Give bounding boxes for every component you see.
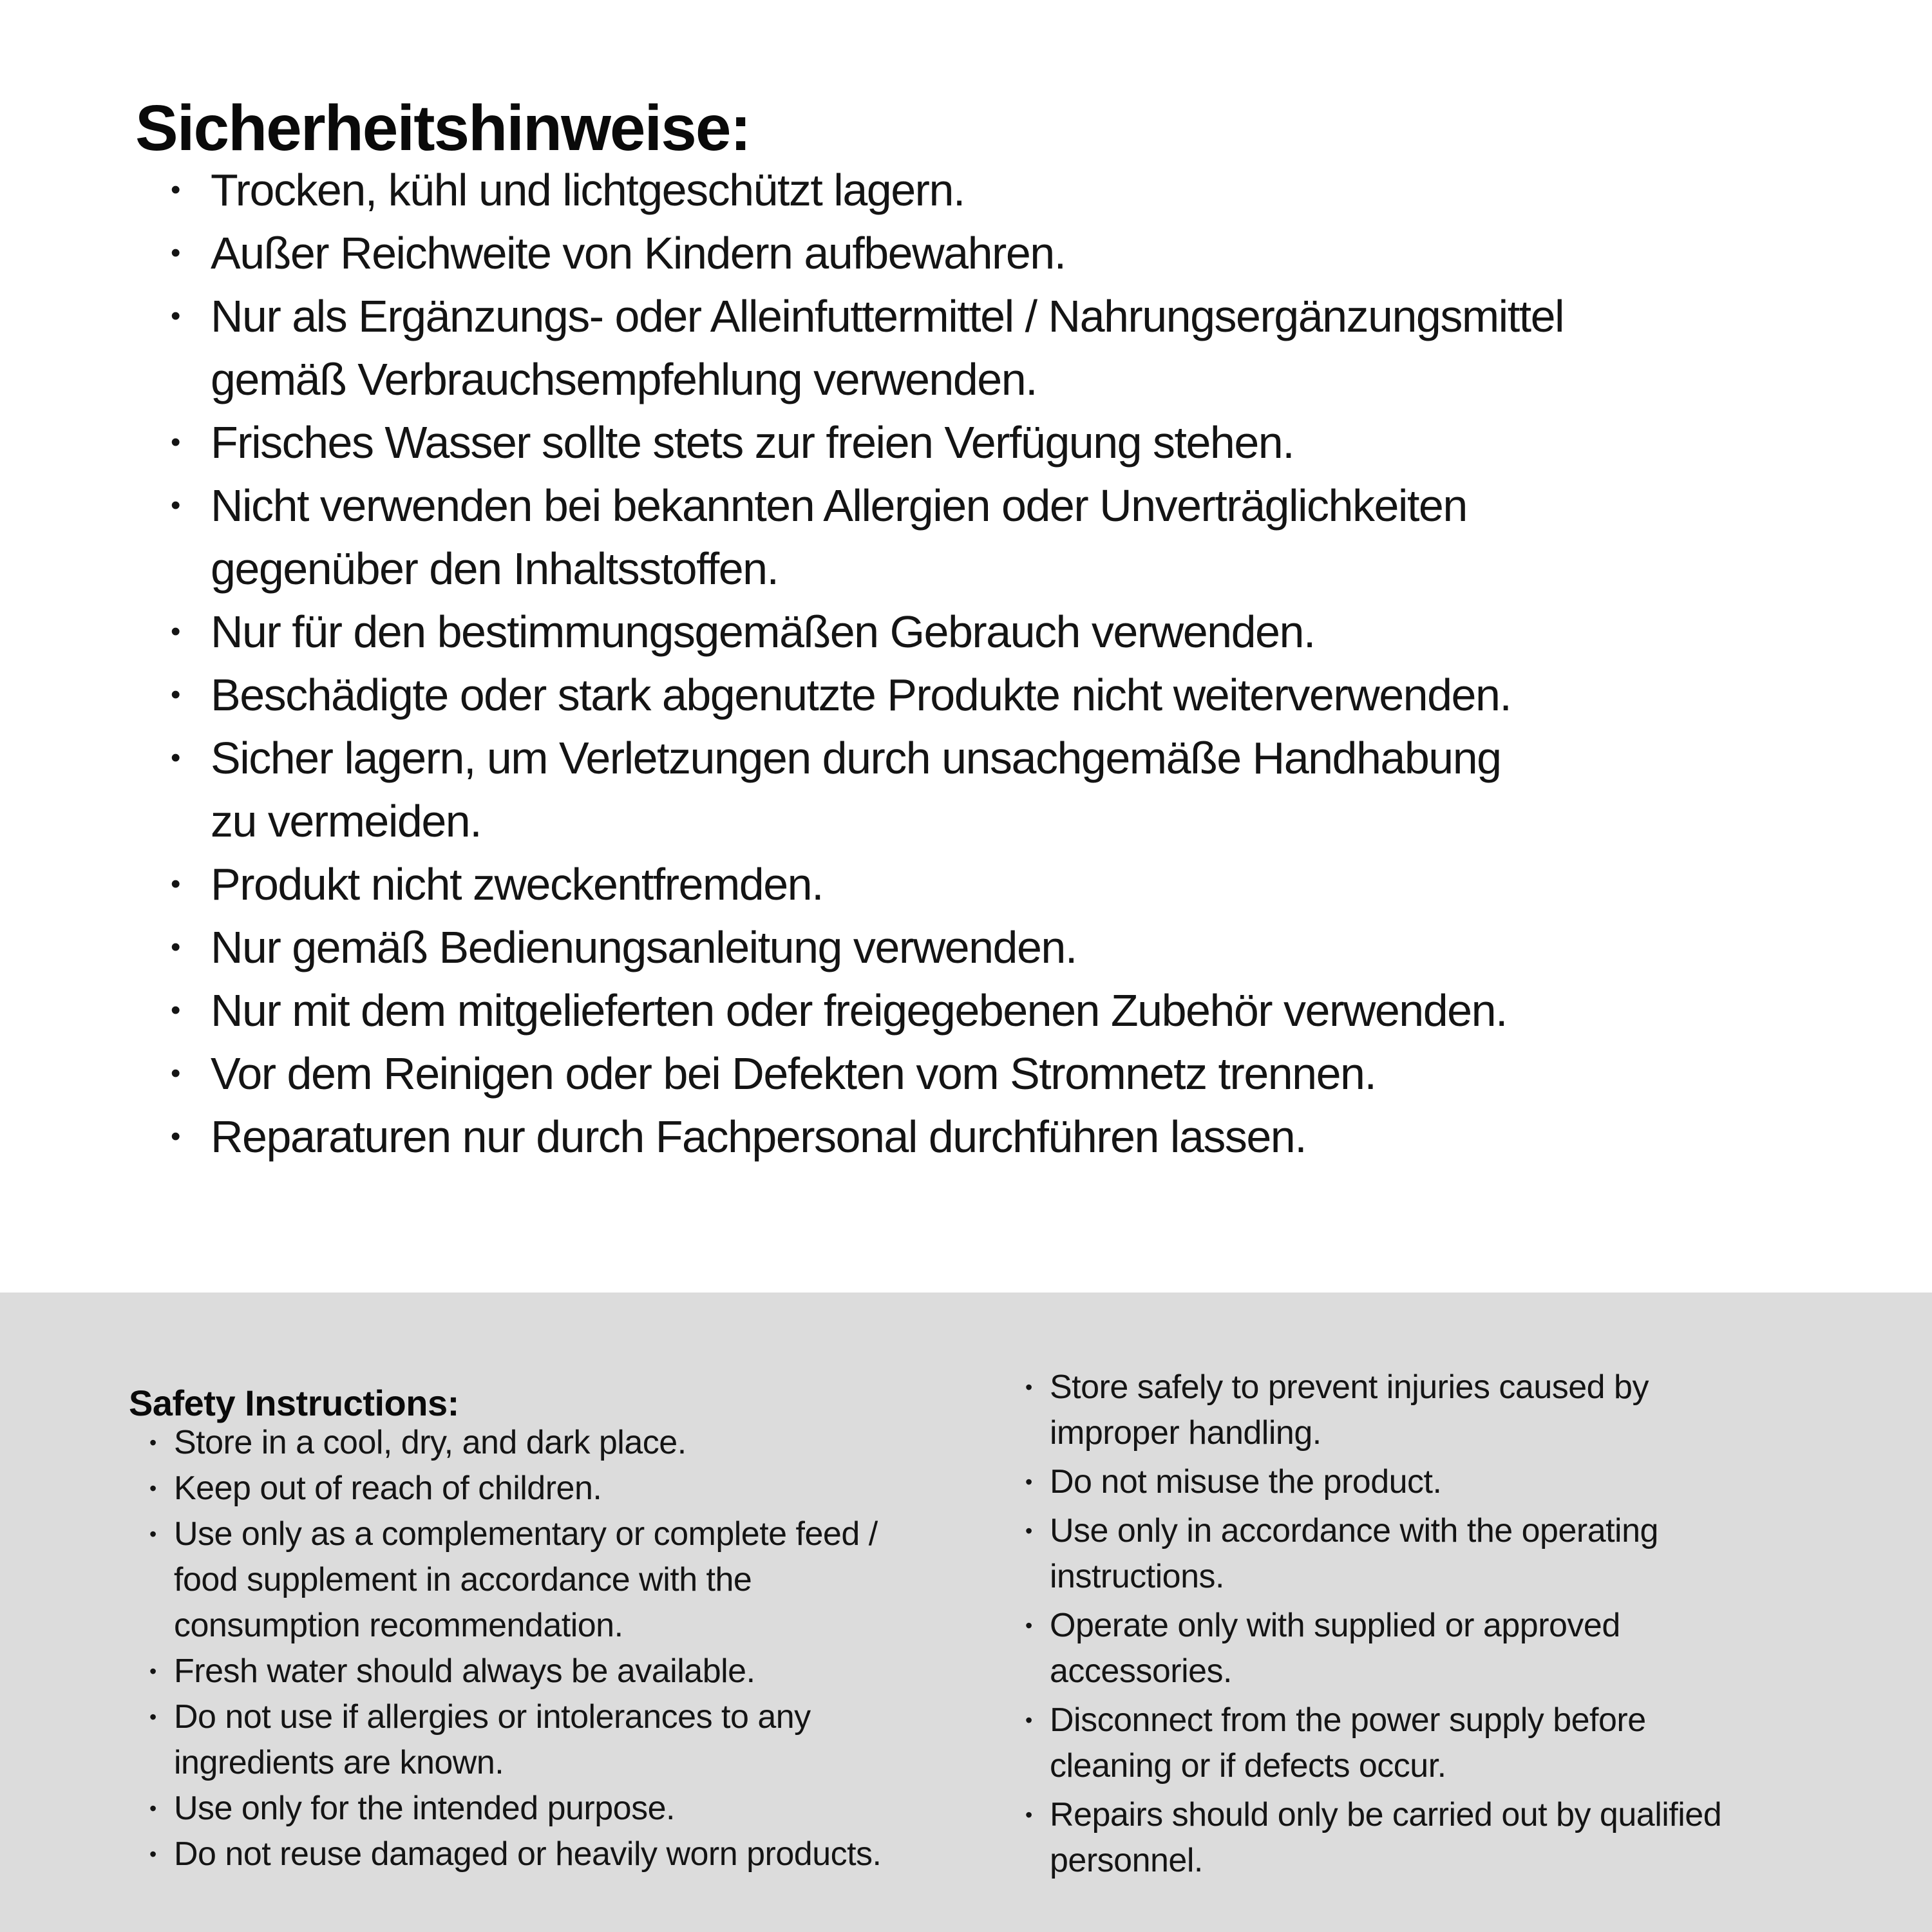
bullet-icon: • <box>171 679 180 710</box>
bullet-icon: • <box>171 300 180 332</box>
list-item <box>149 1832 998 1877</box>
bullet-icon: • <box>149 1660 156 1683</box>
bullet-icon: • <box>1025 1376 1032 1399</box>
text-line: Nur als Ergänzungs- oder Alleinfuttermittel / Nahrungsergänzungsmittel <box>211 291 1564 341</box>
list-item-text <box>211 663 1879 726</box>
text-line: Nur mit dem mitgelieferten oder freigegebenen Zubehör verwenden. <box>211 985 1507 1036</box>
text-line: Frisches Wasser sollte stets zur freien Verfügung stehen. <box>211 417 1294 468</box>
text-line: ingredients are known. <box>174 1744 504 1781</box>
text-line: Außer Reichweite von Kindern aufbewahren. <box>211 228 1066 278</box>
list-item-text <box>211 222 1879 285</box>
bullet-icon: • <box>171 1057 180 1089</box>
english-right-column-list <box>1025 1365 1906 1887</box>
list-item-text <box>211 916 1879 979</box>
text-line: Disconnect from the power supply before <box>1050 1701 1646 1739</box>
text-line: Produkt nicht zweckentfremden. <box>211 859 824 909</box>
text-line: personnel. <box>1050 1842 1203 1879</box>
list-item <box>171 222 1879 285</box>
text-line: Vor dem Reinigen oder bei Defekten vom Stromnetz trennen. <box>211 1048 1376 1099</box>
bullet-icon: • <box>171 868 180 900</box>
text-line: Sicher lagern, um Verletzungen durch unsachgemäße Handhabung <box>211 733 1501 783</box>
text-line: Keep out of reach of children. <box>174 1470 602 1507</box>
list-item <box>149 1649 998 1694</box>
list-item <box>149 1420 998 1466</box>
text-line: Store safely to prevent injuries caused by <box>1050 1368 1649 1406</box>
list-item <box>171 1105 1879 1168</box>
text-line: Do not use if allergies or intolerances to any <box>174 1698 811 1736</box>
list-item <box>171 285 1879 411</box>
bullet-icon: • <box>149 1522 156 1546</box>
list-item-text <box>1050 1603 1906 1694</box>
bullet-icon: • <box>1025 1519 1032 1542</box>
list-item-text <box>211 600 1879 663</box>
bullet-icon: • <box>171 174 180 205</box>
english-left-column-list <box>149 1420 998 1877</box>
list-item-text <box>211 1105 1879 1168</box>
text-line: Beschädigte oder stark abgenutzte Produkte nicht weiterverwenden. <box>211 670 1511 720</box>
bullet-icon: • <box>1025 1709 1032 1732</box>
list-item-text <box>211 158 1879 222</box>
list-item <box>149 1466 998 1511</box>
list-item-text <box>174 1786 998 1832</box>
list-item <box>171 411 1879 474</box>
list-item <box>1025 1365 1906 1456</box>
bullet-icon: • <box>171 742 180 773</box>
list-item <box>171 916 1879 979</box>
list-item <box>1025 1792 1906 1884</box>
bullet-icon: • <box>171 489 180 521</box>
list-item-text <box>211 726 1879 853</box>
text-line: Repairs should only be carried out by qualified <box>1050 1796 1722 1833</box>
text-line: zu vermeiden. <box>211 796 482 846</box>
text-line: improper handling. <box>1050 1414 1321 1452</box>
text-line: accessories. <box>1050 1653 1232 1690</box>
text-line: Use only as a complementary or complete feed / <box>174 1515 878 1553</box>
list-item-text <box>211 1042 1879 1105</box>
list-item-text <box>1050 1365 1906 1456</box>
bullet-icon: • <box>149 1797 156 1820</box>
text-line: Use only in accordance with the operating <box>1050 1512 1658 1549</box>
text-line: cleaning or if defects occur. <box>1050 1747 1446 1785</box>
bullet-icon: • <box>171 1121 180 1152</box>
list-item-text <box>174 1694 998 1786</box>
text-line: consumption recommendation. <box>174 1607 623 1644</box>
list-item-text <box>174 1420 998 1466</box>
bullet-icon: • <box>171 616 180 647</box>
bullet-icon: • <box>171 426 180 458</box>
list-item <box>171 600 1879 663</box>
bullet-icon: • <box>149 1477 156 1500</box>
list-item-text <box>211 979 1879 1042</box>
list-item <box>171 158 1879 222</box>
list-item-text <box>174 1832 998 1877</box>
bullet-icon: • <box>171 994 180 1026</box>
list-item <box>149 1786 998 1832</box>
list-item <box>171 979 1879 1042</box>
list-item <box>171 663 1879 726</box>
german-title: Sicherheitshinweise: <box>135 92 750 164</box>
list-item <box>171 726 1879 853</box>
english-section <box>0 1293 1932 1932</box>
list-item <box>171 1042 1879 1105</box>
german-bullet-list <box>171 158 1879 1168</box>
list-item <box>149 1511 998 1649</box>
text-line: Use only for the intended purpose. <box>174 1790 675 1827</box>
list-item <box>149 1694 998 1786</box>
text-line: Do not misuse the product. <box>1050 1463 1442 1501</box>
list-item <box>1025 1698 1906 1789</box>
list-item <box>1025 1459 1906 1505</box>
list-item-text <box>174 1649 998 1694</box>
bullet-icon: • <box>149 1842 156 1866</box>
list-item-text <box>174 1511 998 1649</box>
text-line: gegenüber den Inhaltsstoffen. <box>211 544 779 594</box>
text-line: Do not reuse damaged or heavily worn products. <box>174 1835 882 1873</box>
list-item <box>1025 1603 1906 1694</box>
text-line: Store in a cool, dry, and dark place. <box>174 1424 687 1461</box>
list-item-text <box>1050 1508 1906 1600</box>
bullet-icon: • <box>1025 1803 1032 1826</box>
text-line: instructions. <box>1050 1558 1224 1595</box>
list-item <box>171 853 1879 916</box>
list-item <box>1025 1508 1906 1600</box>
bullet-icon: • <box>1025 1614 1032 1637</box>
list-item-text <box>211 411 1879 474</box>
text-line: Fresh water should always be available. <box>174 1653 755 1690</box>
list-item <box>171 474 1879 600</box>
list-item-text <box>211 853 1879 916</box>
list-item-text <box>1050 1698 1906 1789</box>
bullet-icon: • <box>149 1431 156 1454</box>
list-item-text <box>174 1466 998 1511</box>
list-item-text <box>1050 1459 1906 1505</box>
text-line: Trocken, kühl und lichtgeschützt lagern. <box>211 165 965 215</box>
list-item-text <box>1050 1792 1906 1884</box>
text-line: Nur gemäß Bedienungsanleitung verwenden. <box>211 922 1077 972</box>
text-line: Operate only with supplied or approved <box>1050 1607 1620 1644</box>
bullet-icon: • <box>1025 1470 1032 1493</box>
text-line: Nur für den bestimmungsgemäßen Gebrauch verwenden. <box>211 607 1315 657</box>
bullet-icon: • <box>171 931 180 963</box>
bullet-icon: • <box>171 237 180 269</box>
list-item-text <box>211 285 1879 411</box>
bullet-icon: • <box>149 1705 156 1728</box>
text-line: gemäß Verbrauchsempfehlung verwenden. <box>211 354 1037 404</box>
text-line: Nicht verwenden bei bekannten Allergien oder Unverträglichkeiten <box>211 480 1467 531</box>
text-line: Reparaturen nur durch Fachpersonal durchführen lassen. <box>211 1112 1307 1162</box>
text-line: food supplement in accordance with the <box>174 1561 752 1598</box>
english-title: Safety Instructions: <box>129 1383 459 1424</box>
list-item-text <box>211 474 1879 600</box>
